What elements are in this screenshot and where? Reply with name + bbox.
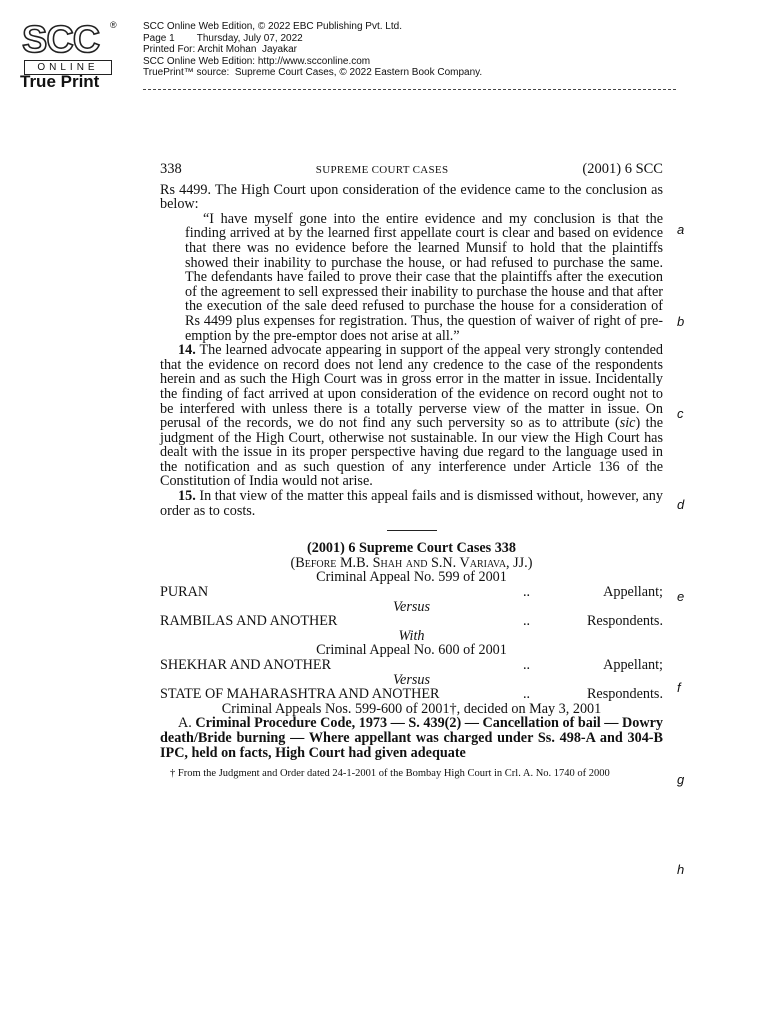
party-appellant-2 xyxy=(160,658,663,673)
paragraph-14-number: 14. xyxy=(178,342,196,359)
paragraph-continuation: Rs 4499. The High Court upon consideration of the evidence came to the conclusion as below: xyxy=(160,181,663,213)
margin-letter-a: a xyxy=(677,222,685,237)
headnote-a xyxy=(160,716,663,760)
party-name: STATE OF MAHARASHTRA AND ANOTHER xyxy=(160,686,440,703)
party-dots: .. xyxy=(523,686,531,703)
party-dots: .. xyxy=(523,584,531,601)
header-divider xyxy=(143,89,676,90)
logo-scc-text: SCC xyxy=(22,19,100,61)
paragraph-14-text-b: ) the judgment of the High Court, otherwise not sustainable. In our view the High Court has dealt with the issue in its proper perspective having due regard to the language used in the notification and as such question of any interference under Article 136 of the Constitution of India would not arise. xyxy=(160,415,664,490)
header-line-edition: SCC Online Web Edition, © 2022 EBC Publishing Pvt. Ltd. xyxy=(143,21,402,32)
party-name: RAMBILAS AND ANOTHER xyxy=(160,613,338,630)
party-name: PURAN xyxy=(160,584,209,601)
running-head xyxy=(160,162,663,178)
party-role: Respondents. xyxy=(586,686,663,703)
page-number: 338 xyxy=(160,161,182,177)
section-separator xyxy=(387,530,437,531)
scc-online-logo xyxy=(18,18,118,90)
headnote-label: A. xyxy=(178,715,192,732)
margin-letter-h: h xyxy=(677,862,685,877)
headnote-text: Criminal Procedure Code, 1973 — S. 439(2) — Cancellation of bail — Dowry death/Bride burning — Where appellant was charged under Ss. 498-A and 304-B IPC, held on facts, High Court had given adequate xyxy=(160,715,663,761)
high-court-quote: “I have myself gone into the entire evidence and my conclusion is that the finding arrived at by the learned first appellate court is clear and based on evidence that there was no evidence before the learned Munsif to hold that the plaintiffs showed their inability to purchase the house, or had refused to purchase the same. The defendants have failed to prove their case that the plaintiffs after the execution of the agreement to sell expressed their inability to purchase the house and that after the execution of the sale deed refused to purchase the house for a consideration of Rs 4499 plus expenses for registration. Thus, the question of waiver of right of pre-emption by the pre-emptor does not arise at all.” xyxy=(185,210,663,344)
header-line-source: TruePrint™ source: Supreme Court Cases, © 2022 Eastern Book Company. xyxy=(143,67,483,79)
bench-before: (Before xyxy=(290,554,340,571)
paragraph-14-text-a: The learned advocate appearing in support of the appeal very strongly contended that the evidence on record does not lend any credence to the case of the respondents herein and as such the High Court was in gross error in the matter in issue. Incidentally the finding of fact arrived at upon consideration of the evidence on record ought not to be interfered with unless there is a totally perverse view of the matter in issue. On perusal of the records, we do not find any such perversity so as to attribute ( xyxy=(160,342,663,432)
party-respondent-1 xyxy=(160,614,663,629)
party-role: Appellant; xyxy=(603,657,663,673)
margin-letter-c: c xyxy=(677,406,684,421)
logo-trueprint-text: True Print xyxy=(20,72,100,91)
party-dots: .. xyxy=(523,613,531,630)
print-header xyxy=(143,21,482,79)
with-label: With xyxy=(398,627,425,644)
margin-letter-f: f xyxy=(677,680,681,695)
document-page xyxy=(160,162,663,780)
party-dots: .. xyxy=(523,657,531,673)
case-title: (2001) 6 Supreme Court Cases 338 xyxy=(307,540,516,557)
bench xyxy=(160,556,663,571)
party-respondent-2 xyxy=(160,687,663,702)
header-line-printed-for: Printed For: Archit Mohan Jayakar xyxy=(143,44,297,56)
appeal-number-2: Criminal Appeal No. 600 of 2001 xyxy=(316,642,507,659)
party-role: Appellant; xyxy=(603,584,663,601)
header-line-website: SCC Online Web Edition: http://www.scconline.com xyxy=(143,55,371,67)
footnote: † From the Judgment and Order dated 24-1-2001 of the Bombay High Court in Crl. A. No. 1740 of 2000 xyxy=(170,768,610,780)
paragraph-15-number: 15. xyxy=(178,488,196,505)
paragraph-15-text: In that view of the matter this appeal fails and is dismissed without, however, any order as to costs. xyxy=(160,488,663,519)
paragraph-14 xyxy=(160,343,663,489)
header-line-page-date: Page 1 Thursday, July 07, 2022 xyxy=(143,32,303,44)
running-head-title: SUPREME COURT CASES xyxy=(315,164,449,176)
sic-mark: sic xyxy=(619,415,636,432)
appeal-number-1: Criminal Appeal No. 599 of 2001 xyxy=(316,569,507,586)
versus-1: Versus xyxy=(392,598,431,615)
party-name: SHEKHAR AND ANOTHER xyxy=(160,657,332,673)
paragraph-15 xyxy=(160,489,663,518)
party-role: Respondents. xyxy=(586,613,663,630)
bench-judges: M.B. Shah and S.N. Variava, JJ.) xyxy=(339,554,533,571)
decided-line: Criminal Appeals Nos. 599-600 of 2001†, decided on May 3, 2001 xyxy=(221,700,602,717)
margin-letter-b: b xyxy=(677,314,685,329)
logo-registered-mark: ® xyxy=(110,20,117,30)
running-head-citation: (2001) 6 SCC xyxy=(582,161,663,177)
margin-letter-g: g xyxy=(677,772,685,787)
margin-letter-d: d xyxy=(677,497,685,512)
versus-2: Versus xyxy=(392,671,431,688)
logo-online-text: ONLINE xyxy=(24,60,112,75)
margin-letter-e: e xyxy=(677,589,685,604)
party-appellant-1 xyxy=(160,585,663,600)
